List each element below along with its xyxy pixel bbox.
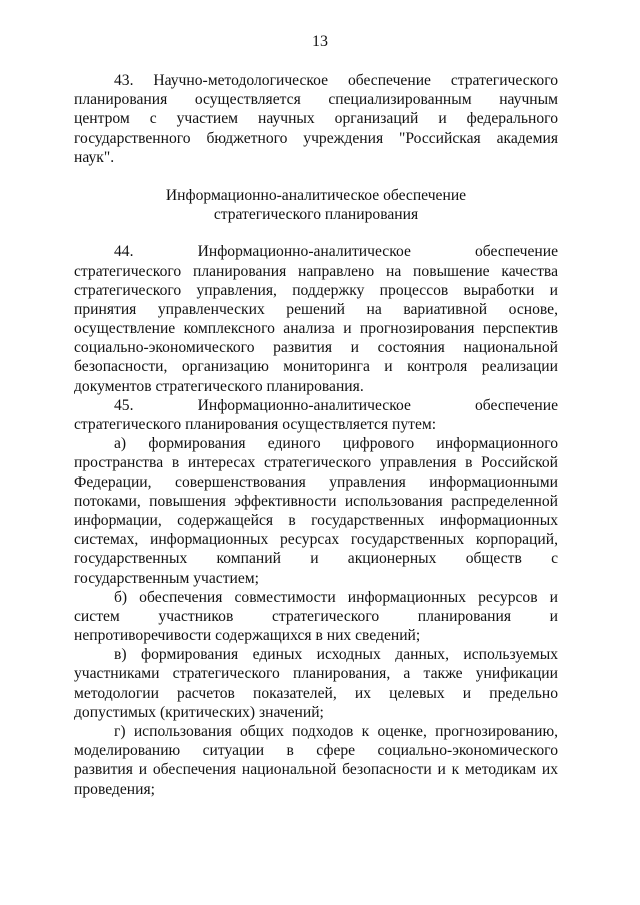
- text-line: стратегического планирования осуществляется путем:: [74, 416, 437, 433]
- paragraph-43: [74, 71, 558, 167]
- text-line: стратегического планирования направлено на повышение качества: [74, 262, 558, 280]
- text-line: в) формирования единых исходных данных, используемых: [114, 646, 558, 664]
- text-line: наук".: [74, 148, 115, 166]
- text-line: 44. Информационно-аналитическое обеспечение: [114, 243, 558, 261]
- list-item-v: [74, 645, 558, 722]
- list-item-a: [74, 434, 558, 588]
- text-line: государственным участием;: [74, 569, 260, 587]
- text-line: информации, содержащейся в государственных информационных: [74, 511, 558, 529]
- text-line: а) формирования единого цифрового информационного: [114, 435, 558, 453]
- text-line: государственных компаний и акционерных обществ с: [74, 550, 558, 568]
- text-line: моделированию ситуации в сфере социально-экономического: [74, 742, 558, 760]
- text-line: документов стратегического планирования.: [74, 377, 364, 395]
- page-content: [74, 71, 558, 799]
- text-line: 45. Информационно-аналитическое обеспечение: [114, 396, 558, 414]
- text-line: систем участников стратегического планирования и: [74, 607, 558, 625]
- text-line: государственного бюджетного учреждения "Российская академия: [74, 129, 558, 147]
- text-line: допустимых (критических) значений;: [74, 703, 324, 721]
- section-heading: [74, 186, 558, 224]
- text-line: центром с участием научных организаций и федерального: [74, 110, 558, 128]
- text-line: безопасности, организацию мониторинга и контроля реализации: [74, 358, 558, 376]
- text-line: осуществление комплексного анализа и прогнозирования перспектив: [74, 320, 558, 338]
- text-line: участниками стратегического планирования, а также унификации: [74, 665, 558, 683]
- text-line: б) обеспечения совместимости информационных ресурсов и: [114, 588, 558, 606]
- text-line: Федерации, совершенствования управления информационными: [74, 473, 558, 491]
- text-line: 43. Научно-методологическое обеспечение стратегического: [114, 72, 558, 89]
- paragraph-45: [74, 396, 558, 434]
- text-line: социально-экономического развития и состояния национальной: [74, 339, 558, 357]
- page-number: 13: [312, 33, 328, 50]
- list-item-b: [74, 588, 558, 646]
- text-line: непротиворечивости содержащихся в них сведений;: [74, 627, 421, 645]
- text-line: системах, информационных ресурсах государственных корпораций,: [74, 531, 558, 549]
- text-line: планирования осуществляется специализированным научным: [74, 91, 558, 109]
- text-line: пространства в интересах стратегического управления в Российской: [74, 454, 558, 472]
- text-line: стратегического управления, поддержку процессов выработки и: [74, 281, 558, 299]
- text-line: проведения;: [74, 780, 155, 798]
- text-line: г) использования общих подходов к оценке, прогнозированию,: [114, 723, 558, 740]
- list-item-g: [74, 722, 558, 799]
- paragraph-44: [74, 242, 558, 396]
- text-line: принятия управленческих решений на вариативной основе,: [74, 300, 558, 318]
- text-line: методологии расчетов показателей, их целевых и предельно: [74, 684, 558, 702]
- heading-line: стратегического планирования: [213, 206, 419, 224]
- text-line: развития и обеспечения национальной безопасности и к методикам их: [74, 761, 558, 779]
- heading-line: Информационно-аналитическое обеспечение: [165, 186, 467, 204]
- text-line: потоками, повышения эффективности использования распределенной: [74, 492, 558, 510]
